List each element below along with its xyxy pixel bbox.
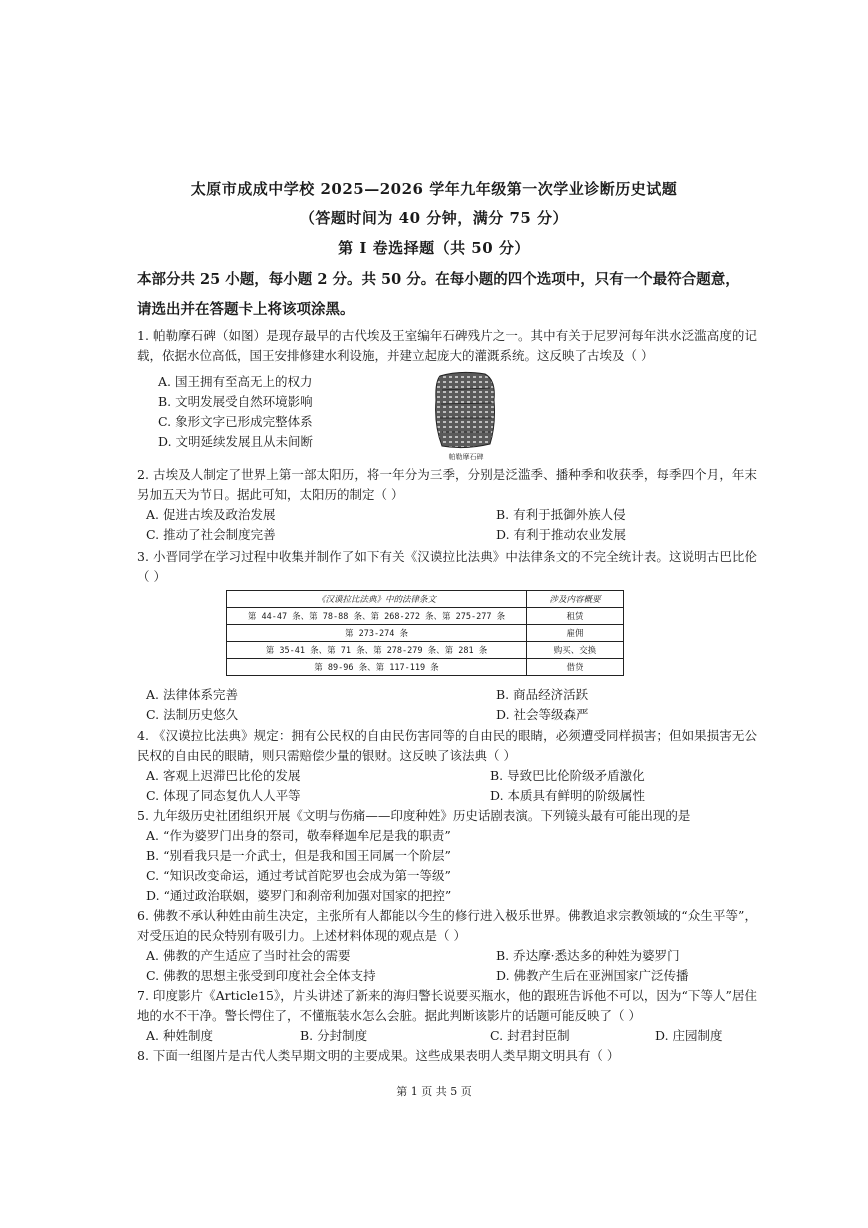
palermo-stone-caption: 帕勒摩石碑	[448, 453, 484, 461]
table-cell: 第 273-274 条	[227, 625, 527, 642]
question-6-option-d: D. 佛教产生后在亚洲国家广泛传播	[496, 968, 689, 983]
table-row	[227, 642, 624, 659]
question-5-stem: 5. 九年级历史社团组织开展《文明与伤痛——印度种姓》历史话剧表演。下列镜头最有可能出现的是	[137, 808, 691, 823]
palermo-stone-image	[430, 370, 500, 450]
question-8-stem: 8. 下面一组图片是古代人类早期文明的主要成果。这些成果表明人类早期文明具有（ ）	[137, 1048, 620, 1063]
table-cell: 租赁	[527, 608, 624, 625]
question-2-option-c: C. 推动了社会制度完善	[146, 527, 276, 542]
question-2-stem: 2. 古埃及人制定了世界上第一部太阳历，将一年分为三季，分别是泛滥季、播种季和收获季，每季四个月，年末另加五天为节日。据此可知，太阳历的制定（ ）	[137, 467, 757, 502]
instructions-line-2: 请选出并在答题卡上将该项涂黑。	[137, 301, 355, 318]
question-1-option-d: D. 文明延续发展且从未间断	[158, 434, 314, 449]
table-cell: 第 35-41 条、第 71 条、第 278-279 条、第 281 条	[227, 642, 527, 659]
question-4-option-b: B. 导致巴比伦阶级矛盾激化	[490, 768, 645, 783]
page-number: 第 1 页 共 5 页	[396, 1085, 472, 1098]
question-1-stem: 1. 帕勒摩石碑（如图）是现存最早的古代埃及王室编年石碑残片之一。其中有关于尼罗河每年洪水泛滥高度的记载，依据水位高低，国王安排修建水利设施，并建立起庞大的灌溉系统。这反映了古埃及（ ）	[137, 328, 757, 363]
table-header-cell: 涉及内容概要	[527, 591, 624, 608]
question-1-option-c: C. 象形文字已形成完整体系	[158, 414, 313, 429]
exam-subtitle: （答题时间为 40 分钟，满分 75 分）	[299, 209, 569, 227]
question-4-option-c: C. 体现了同态复仇人人平等	[146, 788, 301, 803]
question-7-stem: 7. 印度影片《Article15》，片头讲述了新来的海归警长说要买瓶水，他的跟班告诉他不可以，因为“下等人”居住地的水不干净。警长愕住了，不懂瓶装水怎么会脏。据此判断该影片的话题可能反映了（ ）	[137, 988, 757, 1023]
exam-title: 太原市成成中学校 2025—2026 学年九年级第一次学业诊断历史试题	[190, 180, 678, 198]
table-header-row	[227, 591, 624, 608]
question-3-option-d: D. 社会等级森严	[496, 707, 589, 722]
table-row	[227, 625, 624, 642]
question-6-option-a: A. 佛教的产生适应了当时社会的需要	[146, 948, 351, 963]
question-3-option-b: B. 商品经济活跃	[496, 687, 589, 702]
question-6-stem: 6. 佛教不承认种姓由前生决定，主张所有人都能以今生的修行进入极乐世界。佛教追求宗教领域的“众生平等”，对受压迫的民众特别有吸引力。上述材料体现的观点是（ ）	[137, 908, 757, 943]
table-row	[227, 608, 624, 625]
question-5-option-c: C. “知识改变命运，通过考试首陀罗也会成为第一等级”	[146, 868, 451, 883]
question-3-option-a: A. 法律体系完善	[146, 687, 238, 702]
question-5-option-d: D. “通过政治联姻，婆罗门和刹帝利加强对国家的把控”	[146, 888, 452, 903]
table-cell: 第 89-96 条、第 117-119 条	[227, 659, 527, 676]
question-7-option-a: A. 种姓制度	[146, 1028, 213, 1043]
section-title: 第 I 卷选择题（共 50 分）	[338, 239, 530, 257]
question-7-option-c: C. 封君封臣制	[490, 1028, 570, 1043]
question-2-option-a: A. 促进古埃及政治发展	[146, 507, 276, 522]
table-cell: 第 44-47 条、第 78-88 条、第 268-272 条、第 275-277 条	[227, 608, 527, 625]
table-cell: 雇佣	[527, 625, 624, 642]
question-6-option-b: B. 乔达摩·悉达多的种姓为婆罗门	[496, 948, 680, 963]
question-5-option-b: B. “别看我只是一介武士，但是我和国王同属一个阶层”	[146, 848, 451, 863]
question-4-option-d: D. 本质具有鲜明的阶级属性	[490, 788, 646, 803]
question-3-option-c: C. 法制历史悠久	[146, 707, 239, 722]
question-5-option-a: A. “作为婆罗门出身的祭司，敬奉释迦牟尼是我的职责”	[146, 828, 451, 843]
question-6-option-c: C. 佛教的思想主张受到印度社会全体支持	[146, 968, 376, 983]
table-cell: 购买、交换	[527, 642, 624, 659]
question-7-option-b: B. 分封制度	[300, 1028, 368, 1043]
question-2-option-d: D. 有利于推动农业发展	[496, 527, 627, 542]
question-4-stem: 4. 《汉谟拉比法典》规定：拥有公民权的自由民伤害同等的自由民的眼睛，必须遭受同样损害；但如果损害无公民权的自由民的眼睛，则只需赔偿少量的银财。这反映了该法典（ ）	[137, 728, 757, 763]
question-1-option-b: B. 文明发展受自然环境影响	[158, 394, 313, 409]
question-3-stem: 3. 小晋同学在学习过程中收集并制作了如下有关《汉谟拉比法典》中法律条文的不完全统计表。这说明古巴比伦（ ）	[137, 549, 757, 584]
table-cell: 借贷	[527, 659, 624, 676]
table-row	[227, 659, 624, 676]
law-statistics-table	[226, 590, 624, 676]
instructions-line-1: 本部分共 25 小题，每小题 2 分。共 50 分。在每小题的四个选项中，只有一个最符合题意，	[137, 271, 740, 288]
table-header-cell: 《汉谟拉比法典》中的法律条文	[227, 591, 527, 608]
question-7-option-d: D. 庄园制度	[655, 1028, 723, 1043]
question-2-option-b: B. 有利于抵御外族人侵	[496, 507, 626, 522]
question-1-option-a: A. 国王拥有至高无上的权力	[158, 374, 313, 389]
question-4-option-a: A. 客观上迟滞巴比伦的发展	[146, 768, 301, 783]
